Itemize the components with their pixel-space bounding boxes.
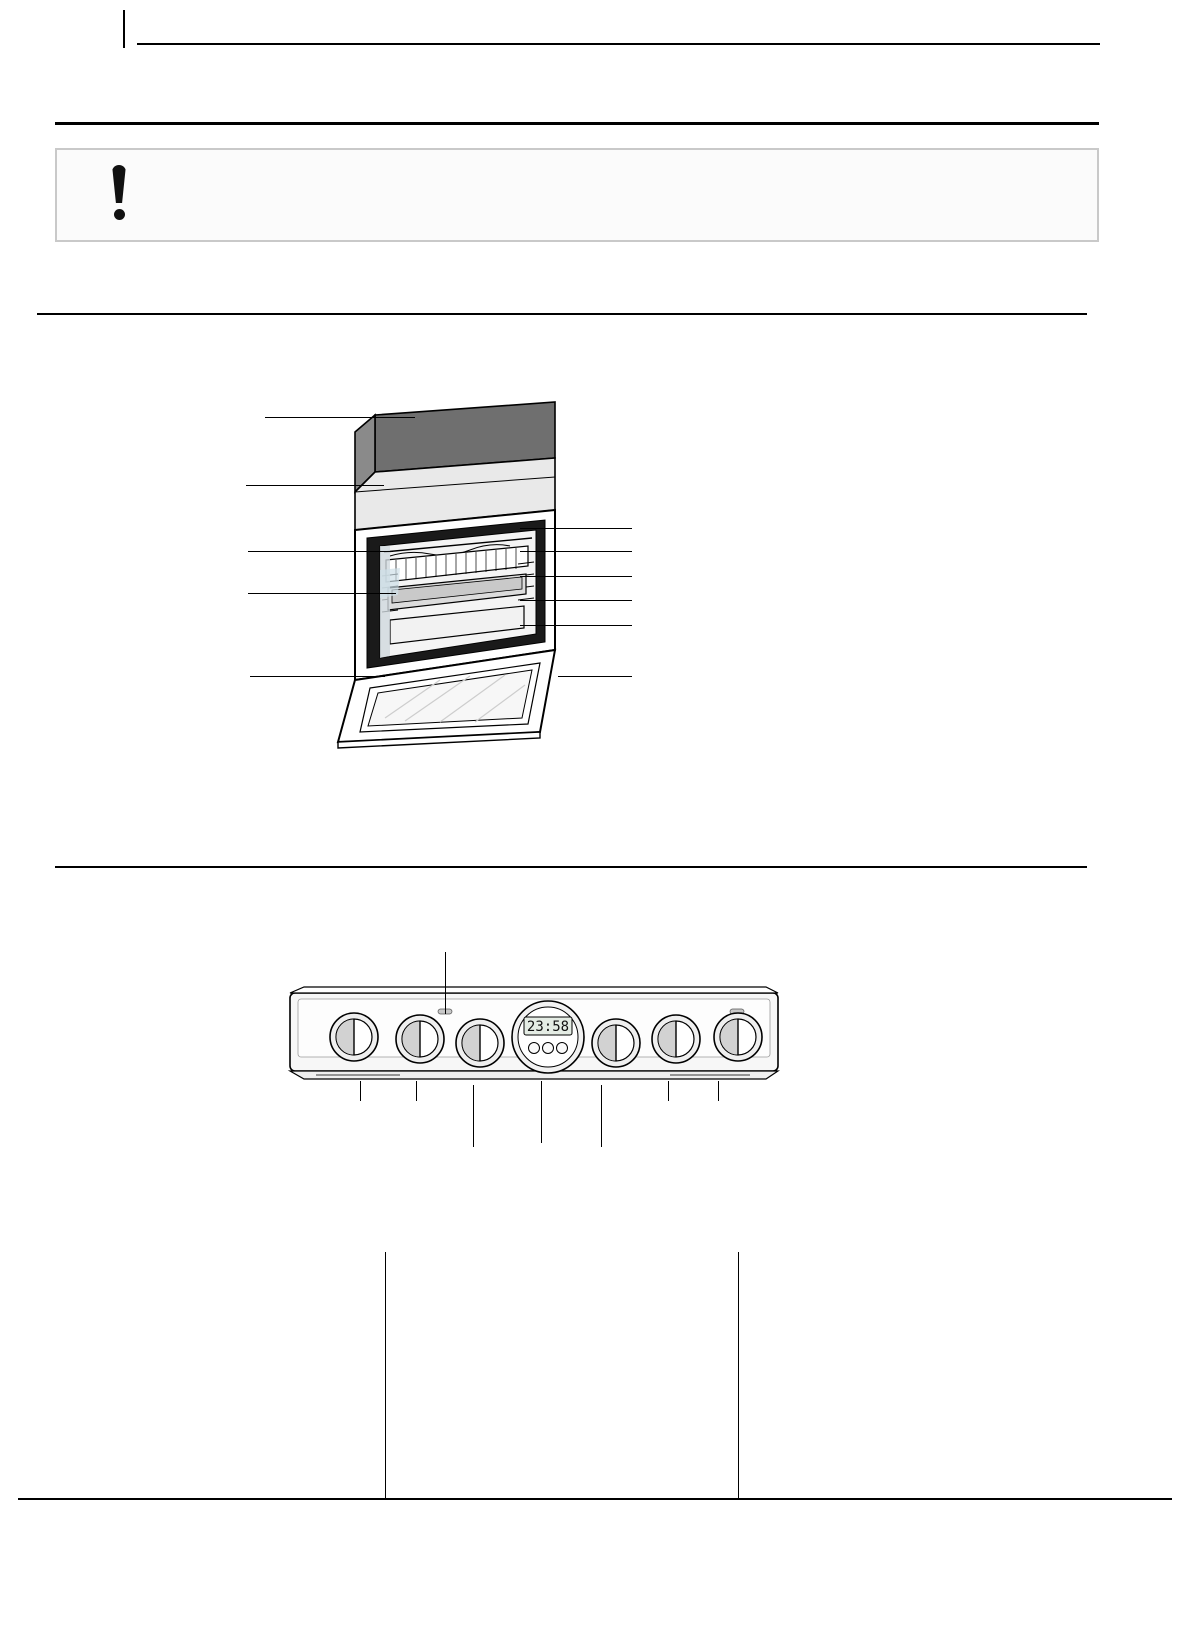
control-panel-diagram xyxy=(280,985,790,1095)
section-rule-top xyxy=(55,122,1099,125)
header-rule xyxy=(137,43,1100,45)
footer-rule xyxy=(18,1498,1172,1500)
leader-grill-element xyxy=(520,528,632,529)
header-tick-mark xyxy=(123,10,125,48)
leader-panel-top xyxy=(445,952,446,1014)
exclamation-icon xyxy=(108,165,130,225)
leader-knob-6 xyxy=(718,1081,719,1101)
leader-timer xyxy=(541,1081,542,1143)
section-rule-oven xyxy=(37,313,1087,315)
leader-upper-rack xyxy=(248,551,393,552)
column-divider-right xyxy=(738,1252,739,1500)
leader-knob-1 xyxy=(360,1081,361,1101)
leader-knob-2 xyxy=(416,1081,417,1101)
leader-rack-level-2 xyxy=(520,600,632,601)
leader-door-handle xyxy=(558,676,632,677)
section-rule-panel xyxy=(55,866,1087,868)
leader-knob-4 xyxy=(601,1085,602,1147)
leader-knob-3 xyxy=(473,1085,474,1147)
leader-rack-level-1 xyxy=(520,625,632,626)
range-oven-diagram xyxy=(240,380,660,755)
leader-cooktop xyxy=(265,417,415,418)
leader-control-panel-area xyxy=(246,485,384,486)
column-divider-left xyxy=(385,1252,386,1500)
leader-oven-interior xyxy=(248,593,396,594)
leader-knob-5 xyxy=(668,1081,669,1101)
svg-text:23:58: 23:58 xyxy=(526,1019,570,1035)
warning-note-box xyxy=(55,148,1099,242)
leader-oven-door xyxy=(250,676,385,677)
leader-rack-level-4 xyxy=(520,551,632,552)
leader-rack-level-3 xyxy=(520,576,632,577)
